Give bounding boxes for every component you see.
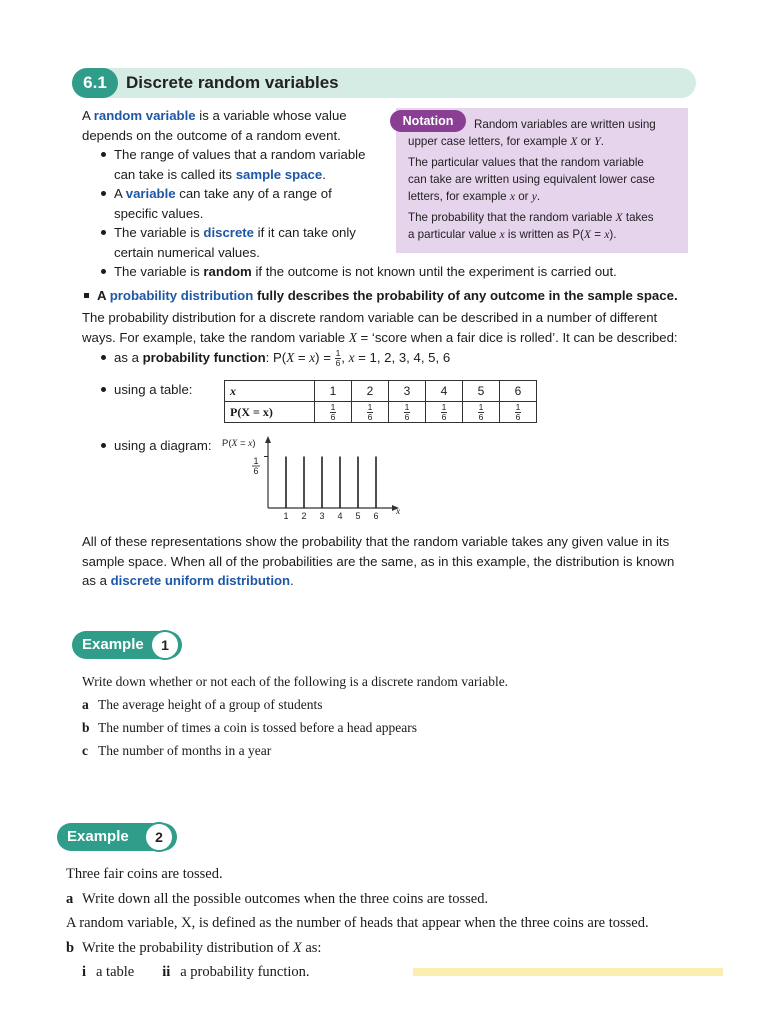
y-axis-arrow	[265, 436, 271, 443]
x-tick-label: 6	[373, 511, 379, 521]
x-tick-label: 1	[283, 511, 289, 521]
table-cell-prob: $\frac{1}{6}$	[315, 402, 352, 423]
bullet-variable: A variable can take any of a range of specific values.	[98, 184, 398, 223]
x-tick-label: 4	[337, 511, 343, 521]
section-number: 6.1	[72, 68, 118, 98]
bullet-sample-space: The range of values that a random variable can take is called its sample space.	[98, 145, 398, 184]
table-cell-prob: $\frac{1}{6}$	[463, 402, 500, 423]
section-title: Discrete random variables	[126, 73, 339, 92]
bullet-discrete: The variable is discrete if it can take only certain numerical values.	[98, 223, 398, 262]
key-point: A probability distribution fully describes the probability of any outcome in the sample space.	[84, 286, 724, 306]
x-axis-label: x	[396, 507, 401, 517]
probability-diagram	[218, 430, 418, 526]
x-tick-label: 3	[319, 511, 325, 521]
example-1-number: 1	[150, 630, 180, 660]
term-random-variable: random variable	[93, 108, 196, 123]
table-header-probability: P(X = x)	[225, 402, 315, 423]
example-2-number: 2	[144, 822, 174, 852]
square-bullet-icon	[84, 293, 89, 298]
intro-paragraph: A random variable is a variable whose value depends on the outcome of a random event.	[82, 108, 347, 143]
x-tick-label: 5	[355, 511, 361, 521]
list-item: b The number of times a coin is tossed before a head appears	[82, 720, 418, 735]
y-axis-label: P(X = x)	[222, 438, 256, 449]
fraction-one-sixth: $\frac{1}{6}$	[335, 348, 341, 369]
bullet-table-label: using a table:	[98, 380, 192, 400]
table-cell: 6	[500, 381, 537, 402]
table-row	[225, 381, 537, 402]
bullet-list	[98, 145, 398, 262]
table-cell: 5	[463, 381, 500, 402]
list-item: c The number of months in a year	[82, 743, 272, 758]
table-cell-prob: $\frac{1}{6}$	[352, 402, 389, 423]
distribution-table	[224, 380, 537, 423]
x-tick-label: 2	[301, 511, 307, 521]
table-cell: 2	[352, 381, 389, 402]
example-1-body	[82, 670, 722, 762]
table-cell-prob: $\frac{1}{6}$	[389, 402, 426, 423]
paragraph-uniform: All of these representations show the probability that the random variable takes any given value in its sample space. When all of the probabilities are the same, as in this example, the distribution is known as a discrete uniform distribution.	[82, 534, 675, 588]
notation-text: upper case letters, for example X or Y. The particular values that the random variable can take are written using equivalent lower case letters, for example x or y. The probability that the random variable X takes a particular value x is written as P(X = x).	[408, 135, 655, 241]
example-2-tag: Example	[57, 823, 177, 851]
highlight-strip	[413, 968, 723, 976]
table-cell: 3	[389, 381, 426, 402]
table-cell: 1	[315, 381, 352, 402]
list-item: a The average height of a group of students	[82, 697, 323, 712]
table-cell-prob: $\frac{1}{6}$	[500, 402, 537, 423]
bullet-diagram-label: using a diagram:	[98, 436, 212, 456]
bullet-random: The variable is random if the outcome is not known until the experiment is carried out.	[98, 262, 734, 282]
table-header-x: x	[225, 381, 315, 402]
y-tick-num: 1	[253, 456, 259, 466]
example-1-question: Write down whether or not each of the following is a discrete random variable.	[82, 674, 509, 689]
example-2-body: Three fair coins are tossed. a Write down all the possible outcomes when the three coins are tossed. A random variable, X, is defined as the number of heads that appear when the three coins are tossed. b Write the probability distribution of X as: i a table ii a probability function.	[66, 866, 649, 980]
y-tick-den: 6	[253, 466, 259, 476]
notation-tag: Notation	[390, 110, 466, 132]
table-cell-prob: $\frac{1}{6}$	[426, 402, 463, 423]
table-row	[225, 402, 537, 423]
paragraph-distribution: The probability distribution for a discrete random variable can be described in a number of different ways. For example, take the random variable X = ‘score when a fair dice is rolled’. It can be described:	[82, 310, 678, 345]
example-1-tag: Example	[72, 631, 182, 659]
bullet-probability-function: as a probability function: P(X = x) = $\frac{1}{6}$ , x = 1, 2, 3, 4, 5, 6	[98, 348, 574, 368]
notation-line1: Random variables are written using	[474, 118, 656, 131]
table-cell: 4	[426, 381, 463, 402]
